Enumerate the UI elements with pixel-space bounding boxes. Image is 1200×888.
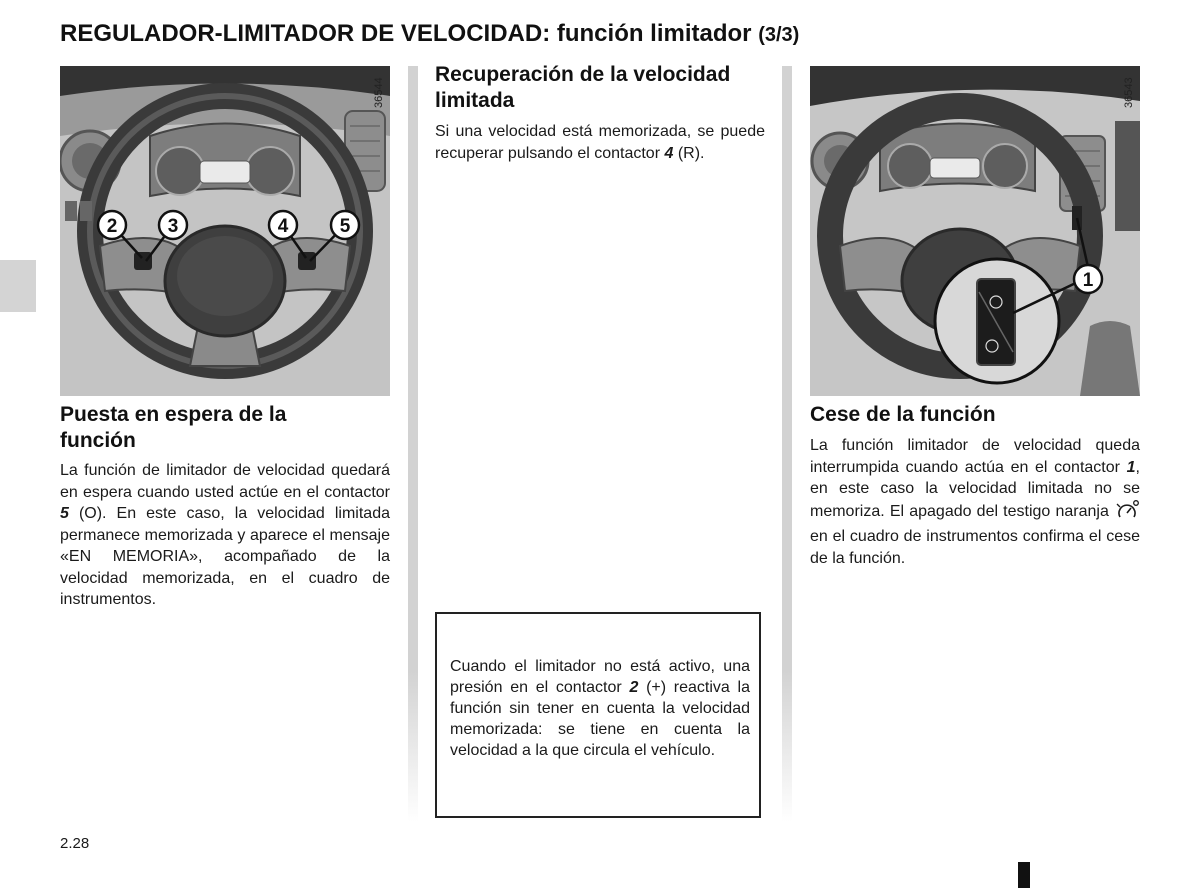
callout-1 [1074, 265, 1102, 293]
contactor-2: 2 [629, 679, 639, 696]
contactor-4: 4 [664, 144, 674, 162]
svg-text:5: 5 [339, 216, 351, 237]
column-divider-left [408, 66, 418, 822]
steering-wheel-figure [60, 66, 390, 396]
page-title-main: REGULADOR-LIMITADOR DE VELOCIDAD: función limitador [60, 20, 752, 47]
contactor-1: 1 [1126, 458, 1136, 476]
standby-text: La función de limitador de velocidad quedará en espera cuando usted actúe en el contactor 5 (O). En este caso, la velocidad limitada permanece memorizada y aparece el mensaje «EN MEMORIA», acompañado de la velocidad memorizada, en el cuadro de instrumentos. [60, 462, 390, 608]
recovery-text: Si una velocidad está memorizada, se puede recuperar pulsando el contactor 4 (R). [435, 123, 765, 162]
page-corner-mark [1018, 862, 1030, 888]
figure-number-right: 36543 [1123, 77, 1135, 108]
note-box [435, 612, 761, 818]
svg-text:1: 1 [1082, 270, 1094, 291]
svg-text:2: 2 [106, 216, 118, 237]
speed-limiter-warning-icon [1114, 500, 1140, 527]
chapter-tab [0, 260, 36, 312]
stop-heading: Cese de la función [810, 403, 996, 426]
figure-number-left: 36544 [373, 77, 385, 108]
standby-heading: Puesta en espera de la función [60, 403, 287, 452]
page-number: 2.28 [60, 835, 90, 852]
svg-text:3: 3 [167, 216, 179, 237]
callout-4 [269, 211, 297, 239]
page-title-count: (3/3) [758, 24, 800, 46]
note-text: Cuando el limitador no está activo, una presión en el contactor 2 (+) reactiva la función sin tener en cuenta la velocidad memorizada: se tiene en cuenta la velocidad a la que circula el vehículo. [450, 658, 750, 759]
contactor-5: 5 [60, 505, 69, 522]
callout-2 [98, 211, 126, 239]
recovery-heading: Recuperación de la velocidad limitada [435, 63, 731, 112]
steering-wheel-controls-illustration [60, 66, 390, 396]
page-title [60, 20, 799, 48]
stop-text: La función limitador de velocidad queda interrumpida cuando actúa en el contactor 1, en este caso la velocidad limitada no se memoriza. El apagado del testigo naranja en el cuadro de instrumentos confirma el cese de la función. [810, 437, 1140, 567]
column-divider-right [782, 66, 792, 822]
speed-limiter-switch-illustration [810, 66, 1140, 396]
limiter-switch-figure [810, 66, 1140, 396]
svg-text:4: 4 [277, 216, 289, 237]
callout-5 [331, 211, 359, 239]
callout-3 [159, 211, 187, 239]
